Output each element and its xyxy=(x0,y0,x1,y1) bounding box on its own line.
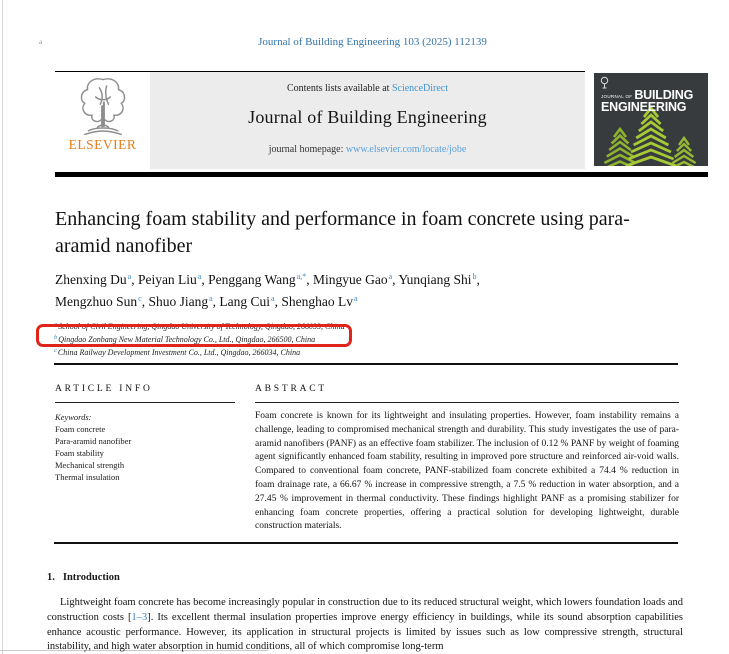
author-name: Shuo Jiang$^a$, xyxy=(148,294,220,309)
elsevier-tree-icon xyxy=(75,75,131,139)
affiliation-line: $^c$China Railway Development Investment Co., Ltd., Qingdao, 266034, China xyxy=(54,347,301,357)
section-title: Introduction xyxy=(62,572,120,583)
masthead-divider-bar xyxy=(55,172,708,177)
author-separator: , xyxy=(131,272,138,287)
author-affiliation-superscript: c xyxy=(138,294,142,303)
affiliation-line: $^b$Qingdao Zonbang New Material Technology Co., Ltd., Qingdao, 266500, China xyxy=(54,334,316,344)
affiliation-superscript: c xyxy=(54,347,57,354)
reference-citation-link[interactable]: 1–3 xyxy=(131,611,148,623)
affiliation-list xyxy=(54,319,474,358)
journal-citation-link[interactable]: Journal of Building Engineering 103 (2025) 112139 xyxy=(258,36,487,48)
abstract-text: Foam concrete is known for its lightweight and insulating properties. However, foam instability remains a challenge, leading to compromised mechanical strength and durability. This study investigates the use of para-aramid nanofibers (PANF) as an effective foam stabilizer. The inclusion of 0.12 % PANF by weight of foaming agent significantly enhanced foam stability, resulting in improved pore structure and reinforced air-void walls. Compared to conventional foam concrete, PANF-stabilized foam concrete exhibited a 74.4 % reduction in foam drainage rate, a 66.67 % increase in compressive strength, a 7.5 % reduction in water absorption, and a 27.45 % improvement in thermal conductivity. These findings highlight PANF as a promising stabilizer for enhancing foam concrete properties, offering a practical solution for developing lightweight, durable construction materials. xyxy=(255,411,679,532)
author-affiliation-superscript: a xyxy=(271,294,275,303)
author-separator: , xyxy=(212,294,220,309)
keyword-item: Para-aramid nanofiber xyxy=(55,436,132,446)
affiliation-line: $^a$School of Civil Engineering, Qingdao University of Technology, Qingdao, 266033, China xyxy=(54,321,345,331)
keywords-list xyxy=(55,423,235,483)
contents-prefix: Contents lists available at xyxy=(286,83,392,94)
author-name: Zhenxing Du$^a$, xyxy=(55,272,138,287)
cover-elsevier-mark-icon xyxy=(599,76,610,89)
section-rule-bottom xyxy=(54,542,678,544)
contents-line xyxy=(150,83,585,94)
author-separator: , xyxy=(476,272,480,287)
article-info-rule xyxy=(55,402,235,403)
author-affiliation-superscript: a xyxy=(127,272,132,281)
intro-text-after-citation: ]. Its excellent thermal insulation properties improve energy efficiency in buildings, while its sound absorption capabilities enhance acoustic performance. However, its application in structural projects is limited by issues such as low compressive strength, structural instability, and high water absorption in humid conditions, all of which compromise long-term xyxy=(47,611,683,653)
introduction-heading xyxy=(47,572,120,583)
stray-superscript-mark: a xyxy=(39,38,43,46)
journal-title: Journal of Building Engineering xyxy=(248,107,487,127)
homepage-line xyxy=(150,144,585,155)
cover-kicker: JOURNAL OF xyxy=(601,94,633,99)
keywords-label: Keywords: xyxy=(55,412,92,422)
author-line-2 xyxy=(55,289,630,311)
section-rule-top xyxy=(54,363,678,365)
elsevier-logo xyxy=(55,72,150,169)
journal-homepage-link[interactable]: www.elsevier.com/locate/jobe xyxy=(345,144,467,155)
cover-title-line1: BUILDING xyxy=(634,88,694,102)
author-affiliation-superscript: a xyxy=(353,294,358,303)
intro-text-before-citation: Lightweight foam concrete has become increasingly popular in construction due to its reduced structural weight, which lowers foundation loads and construction costs [ xyxy=(47,597,683,623)
author-name: Lang Cui$^a$, xyxy=(219,294,282,309)
author-affiliation-superscript: a,* xyxy=(296,272,307,281)
author-affiliation-superscript: b xyxy=(472,272,477,281)
author-line-1 xyxy=(55,267,630,289)
author-affiliation-superscript: a xyxy=(209,294,213,303)
abstract-heading: ABSTRACT xyxy=(255,384,328,394)
abstract-column xyxy=(255,384,679,534)
author-name: Yunqiang Shi$^b$, xyxy=(398,272,480,287)
cover-title xyxy=(601,89,705,113)
introduction-paragraph xyxy=(47,596,683,654)
affiliation-superscript: a xyxy=(54,321,58,328)
author-separator: , xyxy=(201,272,209,287)
keyword-item: Mechanical strength xyxy=(55,460,125,470)
masthead-center xyxy=(150,72,585,169)
author-separator: , xyxy=(274,294,282,309)
cover-trees-art xyxy=(594,73,708,166)
article-info-heading: ARTICLE INFO xyxy=(55,384,153,394)
section-number: 1. xyxy=(47,572,55,583)
journal-masthead xyxy=(55,71,694,169)
author-name: Mengzhuo Sun$^c$, xyxy=(55,294,149,309)
page-left-edge-divider xyxy=(2,0,3,654)
affiliation-superscript: b xyxy=(54,334,58,341)
cover-title-line2: ENGINEERING xyxy=(601,100,687,114)
keyword-item: Thermal insulation xyxy=(55,472,120,482)
article-info-column xyxy=(55,384,235,483)
author-separator: , xyxy=(141,294,149,309)
author-name: Mingyue Gao$^a$, xyxy=(312,272,399,287)
author-name: Peiyan Liu$^a$, xyxy=(137,272,209,287)
homepage-prefix: journal homepage: xyxy=(268,144,346,155)
keyword-item: Foam concrete xyxy=(55,424,106,434)
author-name: Penggang Wang$^{a,*}$, xyxy=(208,272,313,287)
author-affiliation-superscript: a xyxy=(388,272,393,281)
author-separator: , xyxy=(306,272,313,287)
sciencedirect-link[interactable]: ScienceDirect xyxy=(391,83,449,94)
author-name: Shenghao Lv$^a$ xyxy=(281,294,358,309)
abstract-rule xyxy=(255,402,679,403)
elsevier-wordmark: ELSEVIER xyxy=(68,137,137,152)
journal-cover-thumbnail xyxy=(594,73,708,166)
keyword-item: Foam stability xyxy=(55,448,104,458)
article-title: Enhancing foam stability and performance in foam concrete using para-aramid nanofiber xyxy=(55,208,630,257)
author-separator: , xyxy=(392,272,399,287)
author-affiliation-superscript: a xyxy=(197,272,202,281)
author-list xyxy=(55,267,630,311)
